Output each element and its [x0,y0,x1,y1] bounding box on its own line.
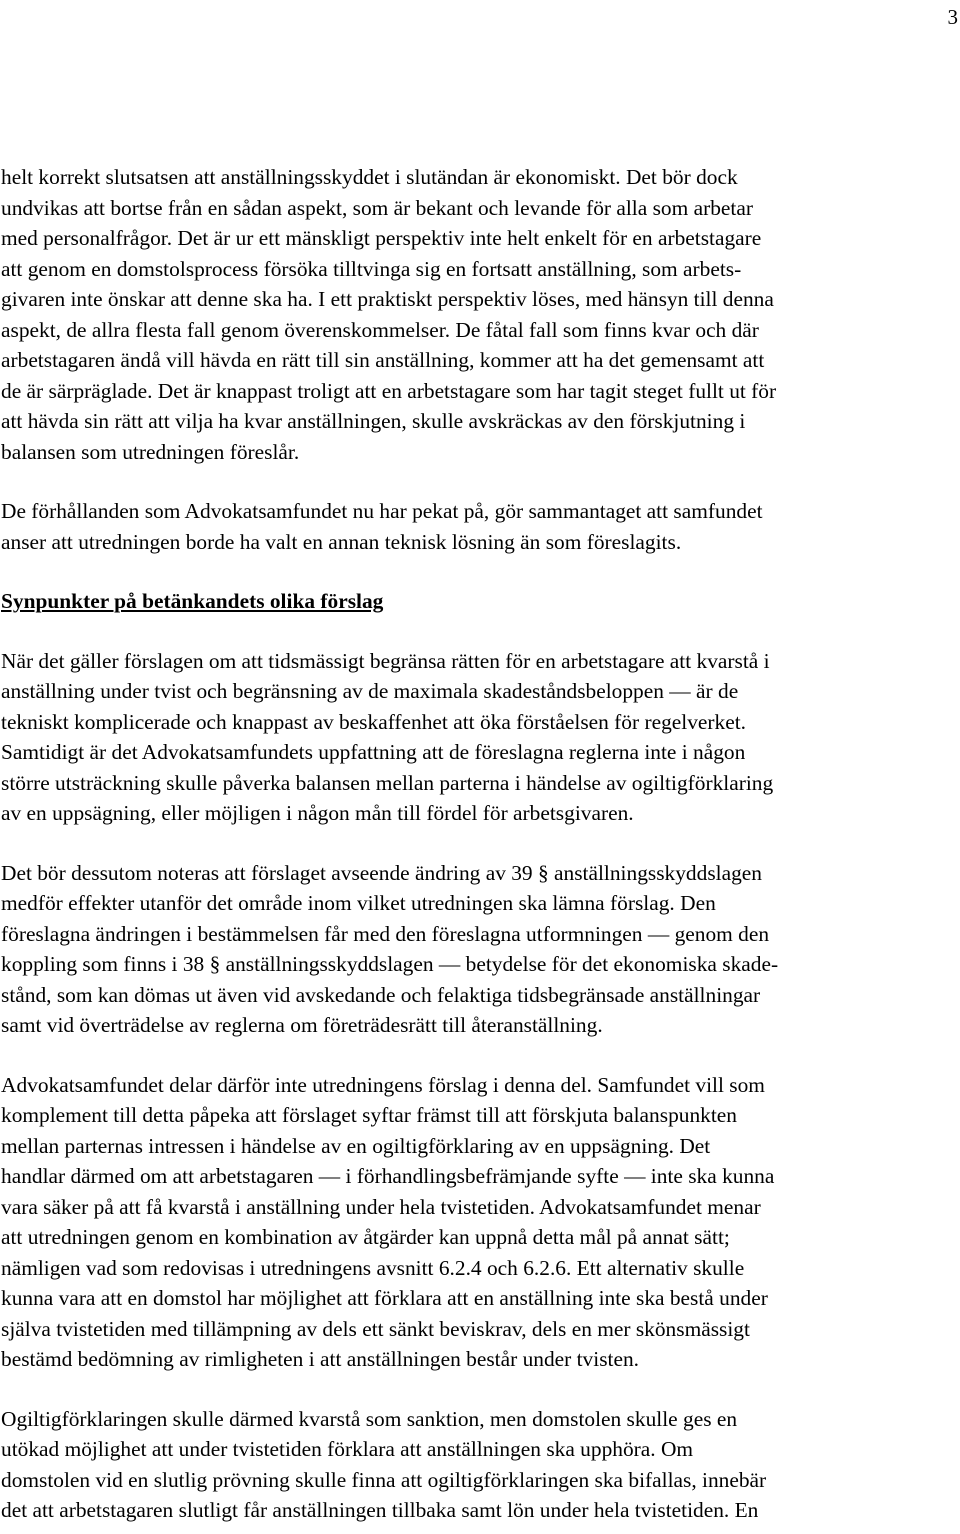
paragraph-6: Ogiltigförklaringen skulle därmed kvarstå som sanktion, men domstolen skulle ges en utökad möjlighet att under tvistetiden förklara att anställningen ska upphöra. Om domstolen vid en slutlig prövning skulle finna att ogiltigförklaringen ska bifallas, innebär det att arbetstagaren slutligt får anställningen tillbaka samt lön under hela tvistetiden. En [1,1406,767,1522]
paragraph-1: helt korrekt slutsatsen att anställningsskyddet i slutändan är ekonomiskt. Det bör dock undvikas att bortse från en sådan aspekt, som är bekant och levande för alla som arbetar med personalfrågor. Det är ur ett mänskligt perspektiv inte helt enkelt för en arbetstagare att genom en domstolsprocess försöka tilltvinga sig en fortsatt anställning, som arbets- givaren inte önskar att denne ska ha. I ett praktiskt perspektiv löses, med hänsyn till denna aspekt, de allra flesta fall genom överenskommelser. De fåtal fall som finns kvar och där arbetstagaren ändå vill hävda en rätt till sin anställning, kommer att ha det gemensamt att de är särpräglade. Det är knappast troligt att en arbetstagare som har tagit steget fullt ut för att hävda sin rätt att vilja ha kvar anställningen, skulle avskräckas av den förskjutning i balansen som utredningen föreslår. [1,165,777,464]
paragraph-2: De förhållanden som Advokatsamfundet nu har pekat på, gör sammantaget att samfundet anser att utredningen borde ha valt en annan teknisk lösning än som föreslagits. [1,499,763,554]
document-body [1,162,959,1526]
paragraph-5: Advokatsamfundet delar därför inte utredningens förslag i denna del. Samfundet vill som komplement till detta påpeka att förslaget syftar främst till att förskjuta balanspunkten mellan parternas intressen i händelse av en ogiltigförklaring av en uppsägning. Det handlar därmed om att arbetstagaren — i förhandlingsbefrämjande syfte — inte ska kunna vara säker på att få kvarstå i anställning under hela tvistetiden. Advokatsamfundet menar att utredningen genom en kombination av åtgärder kan uppnå detta mål på annat sätt; nämligen vad som redovisas i utredningens avsnitt 6.2.4 och 6.2.6. Ett alternativ skulle kunna vara att en domstol har möjlighet att förklara att en anställning inte ska bestå under själva tvistetiden med tillämpning av dels ett sänkt beviskrav, dels en mer skönsmässigt bestämd bedömning av rimligheten i att anställningen består under tvisten. [1,1072,775,1371]
paragraph-3: När det gäller förslagen om att tidsmässigt begränsa rätten för en arbetstagare att kvarstå i anställning under tvist och begränsning av de maximala skadeståndsbeloppen — är de tekniskt komplicerade och knappast av beskaffenhet att öka förståelsen för regelverket. Samtidigt är det Advokatsamfundets uppfattning att de föreslagna reglerna inte i någon större utsträckning skulle påverka balansen mellan parterna i händelse av ogiltigförklaring av en uppsägning, eller möjligen i någon mån till fördel för arbetsgivaren. [1,648,774,825]
paragraph-4: Det bör dessutom noteras att förslaget avseende ändring av 39 § anställningsskyddslagen medför effekter utanför det område inom vilket utredningen ska lämna förslag. Den föreslagna ändringen i bestämmelsen får med den föreslagna utformningen — genom den koppling som finns i 38 § anställningsskyddslagen — betydelse för det ekonomiska skade- stånd, som kan dömas ut även vid avskedande och felaktiga tidsbegränsade anställningar samt vid överträdelse av reglerna om företrädesrätt till återanställning. [1,860,779,1037]
page-number: 3 [947,5,958,29]
section-heading: Synpunkter på betänkandets olika förslag [1,589,384,613]
